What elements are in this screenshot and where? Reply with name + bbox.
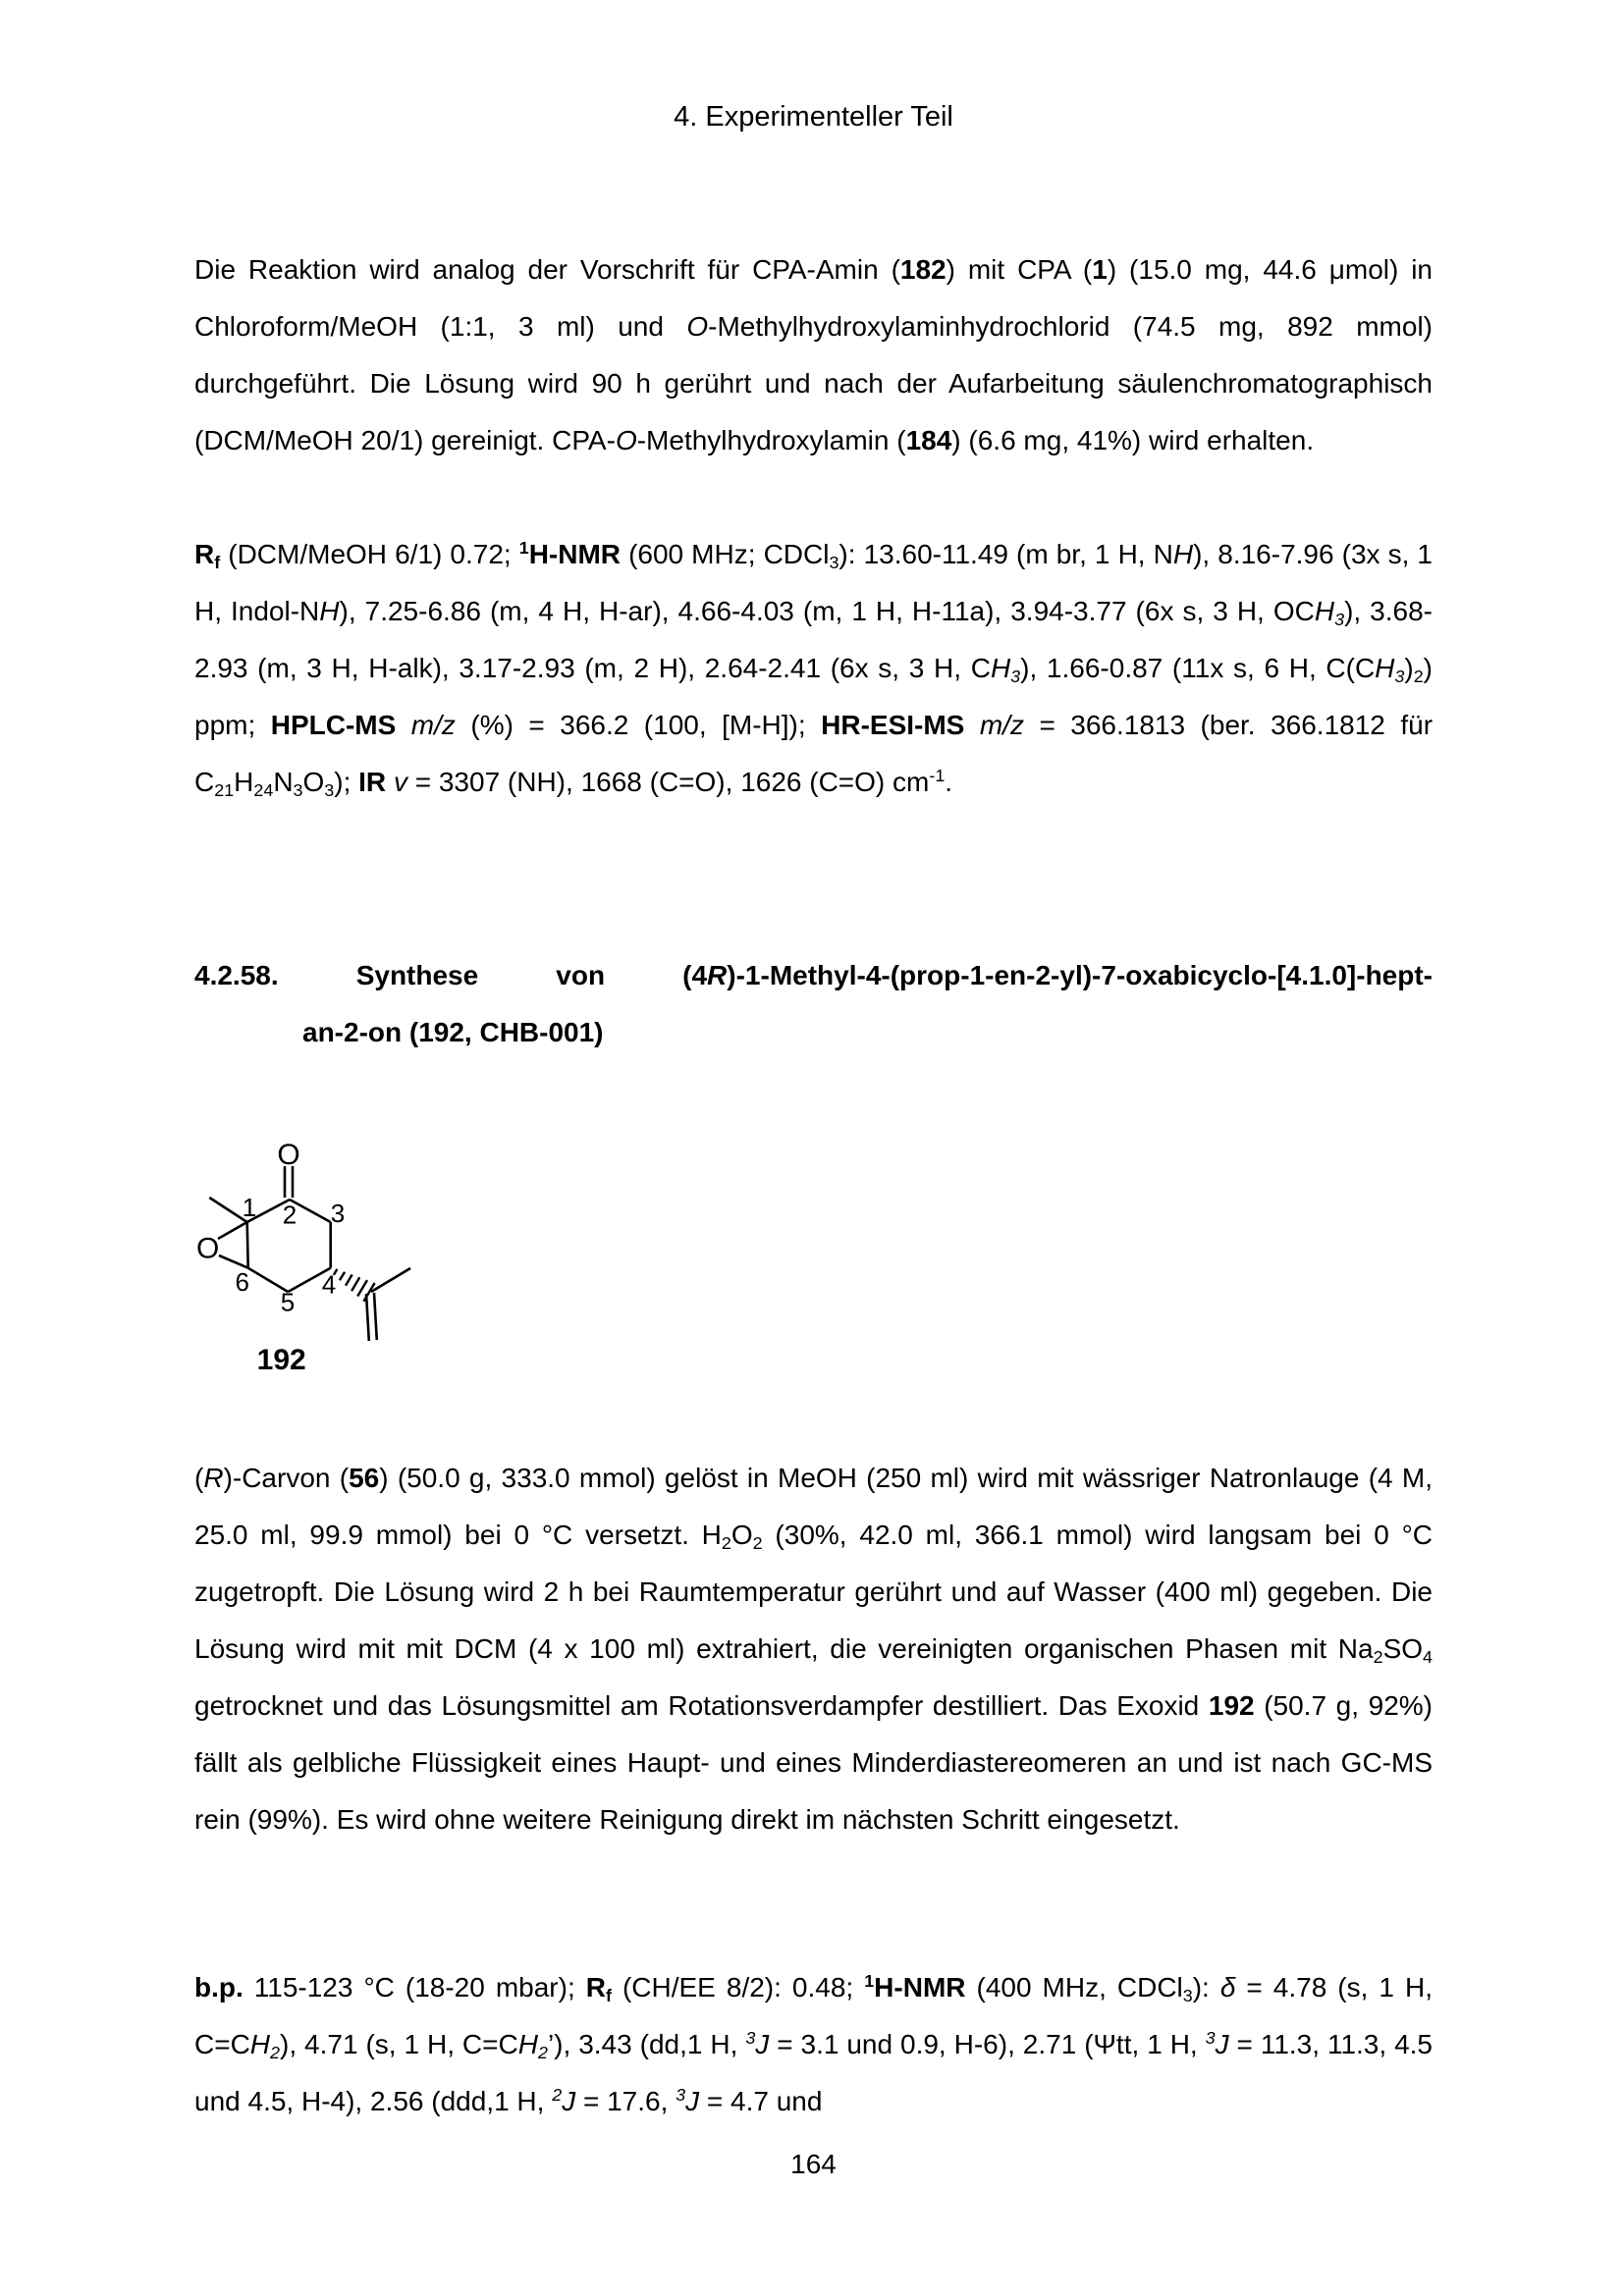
ring-position-3-label: 3	[330, 1199, 346, 1228]
ring-position-2-label: 2	[282, 1200, 298, 1230]
ring-position-4-label: 4	[321, 1269, 337, 1300]
stereo-hash-bond	[334, 1269, 375, 1302]
paragraph-carvone-epoxidation: (R)-Carvon (56) (50.0 g, 333.0 mmol) gelöst in MeOH (250 ml) wird mit wässriger Natronlauge (4 M, 25.0 ml, 99.9 mmol) bei 0 °C versetzt. H2O2 (30%, 42.0 ml, 366.1 mmol) wird langsam bei 0 °C zugetropft. Die Lösung wird 2 h bei Raumtemperatur gerührt und auf Wasser (400 ml) gegeben. Die Lösung wird mit mit DCM (4 x 100 ml) extrahiert, die vereinigten organischen Phasen mit Na2SO4 getrocknet und das Lösungsmittel am Rotationsverdampfer destilliert. Das Exoxid 192 (50.7 g, 92%) fällt als gelbliche Flüssigkeit eines Haupt- und eines Minderdiastereomeren an und ist nach GC-MS rein (99%). Es wird ohne weitere Reinigung direkt im nächsten Schritt eingesetzt.	[194, 1463, 1434, 1835]
section-heading-line2: an-2-on (192, CHB-001)	[302, 1017, 604, 1047]
chemical-structure-svg	[185, 1119, 430, 1384]
paragraph-physical-data: b.p. 115-123 °C (18-20 mbar); Rf (CH/EE 8/2): 0.48; $^1$H-NMR (400 MHz, CDCl3): δ = 4.78 (s, 1 H, C=CH2), 4.71 (s, 1 H, C=CH2’), 3.43 (dd,1 H, $^3$J = 3.1 und 0.9, H-6), 2.71 (Ψtt, 1 H, $^3$J = 11.3, 11.3, 4.5 und 4.5, H-4), 2.56 (ddd,1 H, $^2$J = 17.6, $^3$J = 4.7 und	[194, 1971, 1434, 2116]
structure-diagram-compound-192	[185, 1119, 430, 1384]
paragraph-nmr-data: Rf (DCM/MeOH 6/1) 0.72; $^1$H-NMR (600 MHz; CDCl3): 13.60-11.49 (m br, 1 H, NH), 8.16-7.96 (3x s, 1 H, Indol-NH), 7.25-6.86 (m, 4 H, H-ar), 4.66-4.03 (m, 1 H, H-11a), 3.94-3.77 (6x s, 3 H, OCH3), 3.68-2.93 (m, 3 H, H-alk), 3.17-2.93 (m, 2 H), 2.64-2.41 (6x s, 3 H, CH3), 1.66-0.87 (11x s, 6 H, C(CH3)2) ppm; HPLC-MS m/z (%) = 366.2 (100, [M-H]); HR-ESI-MS m/z = 366.1813 (ber. 366.1812 für C21H24N3O3); IR v = 3307 (NH), 1668 (C=O), 1626 (C=O) $cm^{-1}$.	[194, 538, 1434, 801]
carbonyl-oxygen-label: O	[277, 1139, 300, 1171]
section-heading-line1: 4.2.58. Synthese von (4R)-1-Methyl-4-(prop-1-en-2-yl)-7-oxabicyclo-[4.1.0]-hept-	[194, 960, 1433, 990]
ring-position-1-label: 1	[242, 1193, 257, 1222]
epoxide-oxygen-label: O	[196, 1232, 220, 1265]
structure-bonds	[209, 1166, 410, 1341]
page-header-title: 4. Experimenteller Teil	[674, 101, 953, 133]
compound-number-label: 192	[256, 1344, 306, 1376]
page-number: 164	[790, 2149, 837, 2179]
paragraph-cpa-reaction: Die Reaktion wird analog der Vorschrift für CPA-Amin (182) mit CPA (1) (15.0 mg, 44.6 μmol) in Chloroform/MeOH (1:1, 3 ml) und O-Methylhydroxylaminhydrochlorid (74.5 mg, 892 mmol) durchgeführt. Die Lösung wird 90 h gerührt und nach der Aufarbeitung säulenchromatographisch (DCM/MeOH 20/1) gereinigt. CPA-O-Methylhydroxylamin (184) (6.6 mg, 41%) wird erhalten.	[194, 254, 1433, 455]
ring-position-5-label: 5	[280, 1287, 296, 1317]
ring-position-6-label: 6	[235, 1267, 249, 1297]
section-heading	[194, 947, 1433, 1061]
